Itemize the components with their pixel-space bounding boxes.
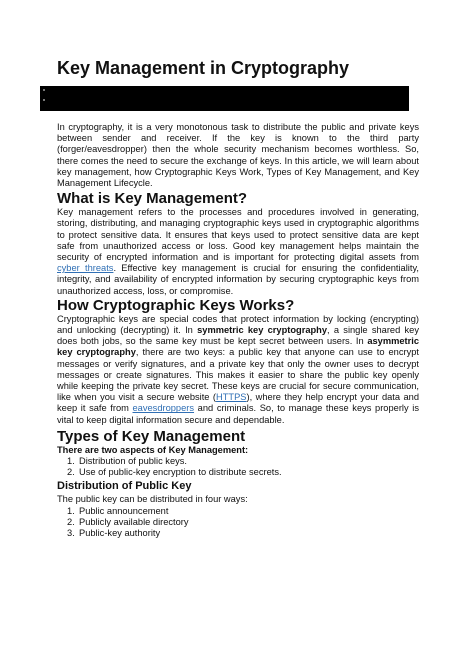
cyber-threats-link[interactable]: cyber threats [57, 263, 114, 274]
paragraph-text: , a single shared key does both jobs, so the same key must be kept secret between users. In [57, 325, 419, 347]
list-item [67, 456, 419, 467]
https-link[interactable]: HTTPS [216, 392, 247, 403]
list-item [67, 506, 419, 517]
section-heading-types: Types of Key Management [57, 427, 246, 445]
list-text: Public announcement [79, 505, 169, 516]
page-title: Key Management in Cryptography [57, 58, 350, 78]
key-management-paragraph [57, 207, 419, 297]
paragraph-text: and criminals. So, to manage these keys properly is vital to keep digital information secure and dependable. [57, 403, 419, 425]
list-item [67, 517, 419, 528]
intro-paragraph: In cryptography, it is a very monotonous task to distribute the public and private keys between sender and receiver. If the key is known to the third party (forger/eavesdropper) then the whole security mechanism becomes worthless. So, there comes the need to secure the exchange of keys. In this article, we will learn about key management, how Cryptographic Keys Work, Types of Key Management, and Key Management Lifecycle. [57, 122, 419, 189]
article-body [57, 122, 419, 539]
list-text: Publicly available directory [79, 516, 189, 527]
bar-marker [43, 89, 45, 91]
paragraph-text: , there are two keys: a public key that anyone can use to encrypt messages or verify signatures, and a private key that only the owner uses to decrypt messages or create signatures. This makes it easier to share the public key openly while keeping the private key secret. These keys are crucial for secure communication, like when you visit a secure website ( [57, 347, 419, 403]
aspects-lead: There are two aspects of Key Management: [57, 444, 249, 455]
list-item [67, 528, 419, 539]
list-text: Public-key authority [79, 528, 161, 539]
ways-list [57, 506, 419, 540]
list-number: 1. [67, 505, 75, 516]
paragraph-text: Key management refers to the processes and procedures involved in generating, storing, distributing, and managing cryptographic keys used in cryptographic algorithms to protect sensitive data. It ensures that keys used to protect sensitive data are kept safe from unauthorized access or loss. Good key management helps maintain the security of encrypted information and is important for protecting digital assets from [57, 207, 419, 263]
bar-marker [43, 99, 45, 101]
paragraph-text: . Effective key management is crucial for ensuring the confidentiality, integrity, and availability of encrypted information by securing cryptographic keys from unauthorized access, loss, or compromise. [57, 263, 419, 296]
subheading-distribution: Distribution of Public Key [57, 480, 192, 493]
list-item [67, 467, 419, 478]
list-text: Distribution of public keys. [79, 456, 187, 467]
ways-lead: The public key can be distributed in four ways: [57, 494, 248, 505]
redaction-bar [40, 86, 409, 111]
asymmetric-term: asymmetric key cryptography [57, 336, 419, 358]
list-number: 2. [67, 467, 75, 478]
section-heading-what-is-key-management: What is Key Management? [57, 190, 248, 208]
list-text: Use of public-key encryption to distribute secrets. [79, 467, 282, 478]
section-heading-how-keys-work: How Cryptographic Keys Works? [57, 296, 295, 314]
paragraph-text: Cryptographic keys are special codes that protect information by locking (encrypting) and unlocking (decrypting) it. In [57, 313, 419, 336]
symmetric-term: symmetric key cryptography [197, 325, 328, 336]
paragraph-text: ), where they help encrypt your data and keep it safe from [57, 392, 419, 414]
aspects-list [57, 456, 419, 478]
keys-work-paragraph [57, 314, 419, 426]
eavesdroppers-link[interactable]: eavesdroppers [132, 403, 195, 414]
list-number: 2. [67, 516, 75, 527]
list-number: 3. [67, 528, 75, 539]
list-number: 1. [67, 456, 75, 467]
